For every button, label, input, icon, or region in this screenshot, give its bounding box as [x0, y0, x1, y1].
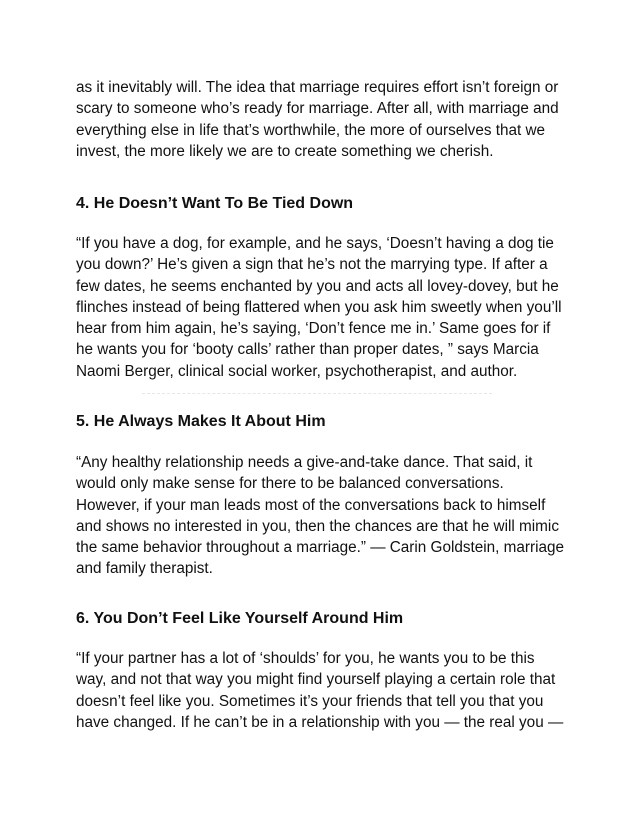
text-line: and shows no interested in you, then the chances are that he will mimic	[76, 517, 559, 535]
faint-separator	[142, 393, 492, 394]
section-heading-6: 6. You Don’t Feel Like Yourself Around Him	[76, 610, 404, 627]
text-line: “If you have a dog, for example, and he says, ‘Doesn’t having a dog tie	[76, 235, 554, 252]
section-paragraph-5	[76, 452, 564, 580]
text-line: Naomi Berger, clinical social worker, psychotherapist, and author.	[76, 362, 518, 380]
text-line: the same behavior throughout a marriage.” — Carin Goldstein, marriage	[76, 539, 565, 557]
text-line: flinches instead of being flattered when you ask him sweetly when you’ll	[76, 298, 562, 316]
text-line: few dates, he seems enchanted by you and acts all lovey-dovey, but he	[76, 277, 559, 295]
text-line: way, and not that way you might find yourself playing a certain role that	[76, 671, 556, 689]
text-line: However, if your man leads most of the conversations back to himself	[76, 496, 546, 514]
text-line: have changed. If he can’t be in a relationship with you — the real you —	[76, 713, 564, 731]
text-line: “Any healthy relationship needs a give-and-take dance. That said, it	[76, 454, 533, 471]
section-paragraph-4	[76, 233, 562, 382]
text-line: as it inevitably will. The idea that marriage requires effort isn’t foreign or	[76, 79, 559, 96]
text-line: invest, the more likely we are to create something we cherish.	[76, 142, 494, 160]
text-line: “If your partner has a lot of ‘shoulds’ for you, he wants you to be this	[76, 650, 535, 667]
text-line: everything else in life that’s worthwhile, the more of ourselves that we	[76, 121, 546, 139]
text-line: hear from him again, he’s saying, ‘Don’t fence me in.’ Same goes for if	[76, 320, 551, 338]
text-line: doesn’t feel like you. Sometimes it’s your friends that tell you that you	[76, 692, 544, 710]
text-line: and family therapist.	[76, 560, 213, 578]
text-line: you down?’ He’s given a sign that he’s not the marrying type. If after a	[76, 256, 548, 274]
section-heading-5: 5. He Always Makes It About Him	[76, 413, 326, 430]
section-heading-4: 4. He Doesn’t Want To Be Tied Down	[76, 195, 354, 212]
section-paragraph-6	[76, 648, 563, 733]
text-line: scary to someone who’s ready for marriage. After all, with marriage and	[76, 100, 559, 118]
intro-paragraph	[76, 77, 559, 162]
text-line: would only make sense for there to be balanced conversations.	[76, 475, 504, 493]
text-line: he wants you for ‘booty calls’ rather than proper dates, ” says Marcia	[76, 341, 539, 359]
